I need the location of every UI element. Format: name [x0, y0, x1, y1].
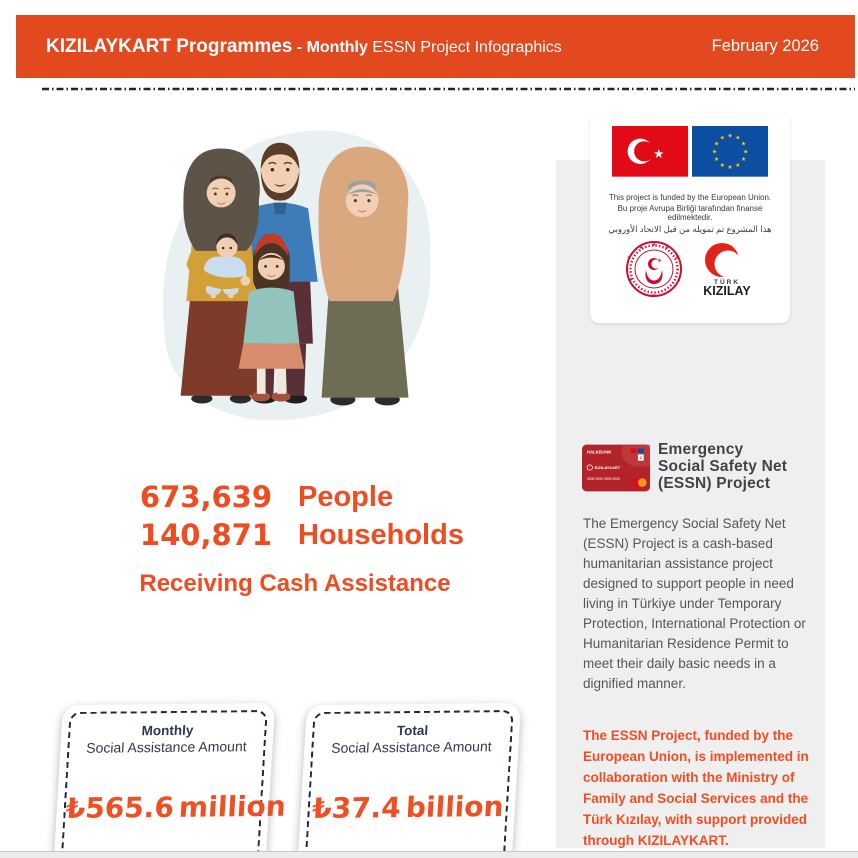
sidebar-panel — [556, 133, 825, 848]
essn-partners-highlight: The ESSN Project, funded by the European Union, is implemented in collaboration with the Ministry of Family and Social Services and the Türk Kızılay, with support provided through KIZILAYKART. — [583, 728, 809, 848]
essn-title-line1: Emergency — [658, 441, 744, 458]
turk-kizilay-logo — [694, 240, 758, 300]
svg-text:★: ★ — [664, 245, 670, 251]
report-date: February 2026 — [711, 37, 819, 55]
essn-project-title — [658, 441, 814, 492]
svg-text:★: ★ — [727, 164, 733, 171]
kizilaykart-card-image — [582, 444, 650, 492]
stats-caption: Receiving Cash Assistance — [139, 570, 451, 597]
header-bar — [16, 15, 855, 78]
amount-unit: billion — [404, 789, 505, 825]
svg-text:★: ★ — [653, 147, 665, 162]
svg-text:★: ★ — [628, 277, 634, 283]
svg-text:★: ★ — [742, 149, 749, 156]
page-title-main: KIZILAYKART Programmes — [46, 35, 293, 57]
svg-text:★: ★ — [674, 255, 680, 261]
svg-text:★: ★ — [719, 162, 725, 169]
svg-text:★: ★ — [657, 258, 662, 264]
svg-text:★: ★ — [713, 141, 720, 148]
svg-text:★: ★ — [711, 149, 718, 156]
coupon-subtitle: Social Assistance Amount — [330, 738, 493, 756]
svg-text:★: ★ — [713, 157, 720, 164]
family-illustration — [113, 110, 451, 442]
page-edge-strip — [0, 851, 858, 858]
page-title-mid: - Monthly — [292, 38, 368, 56]
ministry-seal-icon — [624, 239, 684, 299]
monthly-amount — [64, 789, 287, 826]
svg-text:★: ★ — [740, 157, 747, 164]
turkish-flag-icon — [612, 126, 688, 190]
dashed-separator — [42, 86, 855, 92]
essn-title-line2: Social Safety Net — [658, 458, 788, 475]
page-title — [46, 36, 562, 58]
funding-text-tr: Bu proje Avrupa Birliği tarafından finanse edilmektedir. — [617, 204, 763, 222]
people-count: 673,639 — [139, 480, 272, 514]
card-flag-badge: 2 — [639, 455, 642, 461]
funding-text-ar: هذا المشروع تم تمويله من قبل الاتحاد الأوروبي — [608, 224, 772, 234]
amount-value: ₺37.4 — [311, 791, 402, 825]
total-assistance-coupon — [297, 703, 521, 858]
amount-value: ₺565.6 — [64, 790, 175, 826]
coupon-subtitle: Social Assistance Amount — [85, 738, 248, 756]
funding-text-en: This project is funded by the European Union. — [608, 193, 772, 202]
eu-flag-icon — [692, 126, 768, 190]
card-number: 0000 0000 0000 0000 — [586, 477, 620, 482]
flags-row — [612, 126, 768, 190]
kizilay-text-top: TÜRK — [713, 279, 741, 286]
households-count: 140,871 — [139, 518, 272, 552]
total-amount — [309, 790, 507, 825]
essn-title-line3: (ESSN) Project — [658, 475, 771, 492]
beneficiary-stats — [120, 478, 470, 598]
amount-unit: million — [177, 789, 287, 824]
card-bank-name: HALKBANK — [586, 449, 612, 455]
page-title-rest: ESSN Project Infographics — [367, 38, 562, 56]
svg-text:★: ★ — [719, 135, 725, 142]
people-label: People — [298, 481, 394, 513]
svg-text:★: ★ — [740, 141, 747, 148]
svg-text:★: ★ — [735, 135, 741, 142]
svg-text:★: ★ — [651, 293, 657, 299]
svg-text:★: ★ — [735, 162, 741, 169]
essn-description: The Emergency Social Safety Net (ESSN) Project is a cash-based humanitarian assistance project designed to support people in need living in Türkiye under Temporary Protection, International Protection or Humanitarian Residence Permit to meet their daily basic needs in a dignified manner. — [583, 516, 806, 691]
funding-statement — [596, 193, 784, 235]
svg-text:★: ★ — [651, 242, 657, 248]
kizilay-text-bottom: KIZILAY — [703, 284, 751, 298]
eu-funding-card — [590, 113, 790, 323]
coupon-title: Monthly — [141, 722, 194, 739]
grandmother-figure — [319, 147, 409, 406]
svg-text:★: ★ — [626, 255, 632, 261]
monthly-assistance-coupon — [53, 703, 287, 858]
households-label: Households — [298, 519, 464, 551]
svg-text:★: ★ — [638, 245, 644, 251]
svg-text:★: ★ — [727, 133, 733, 140]
coupon-title: Total — [396, 722, 429, 739]
card-brand-name: KIZILAYKART — [594, 465, 621, 471]
svg-text:★: ★ — [676, 277, 682, 283]
